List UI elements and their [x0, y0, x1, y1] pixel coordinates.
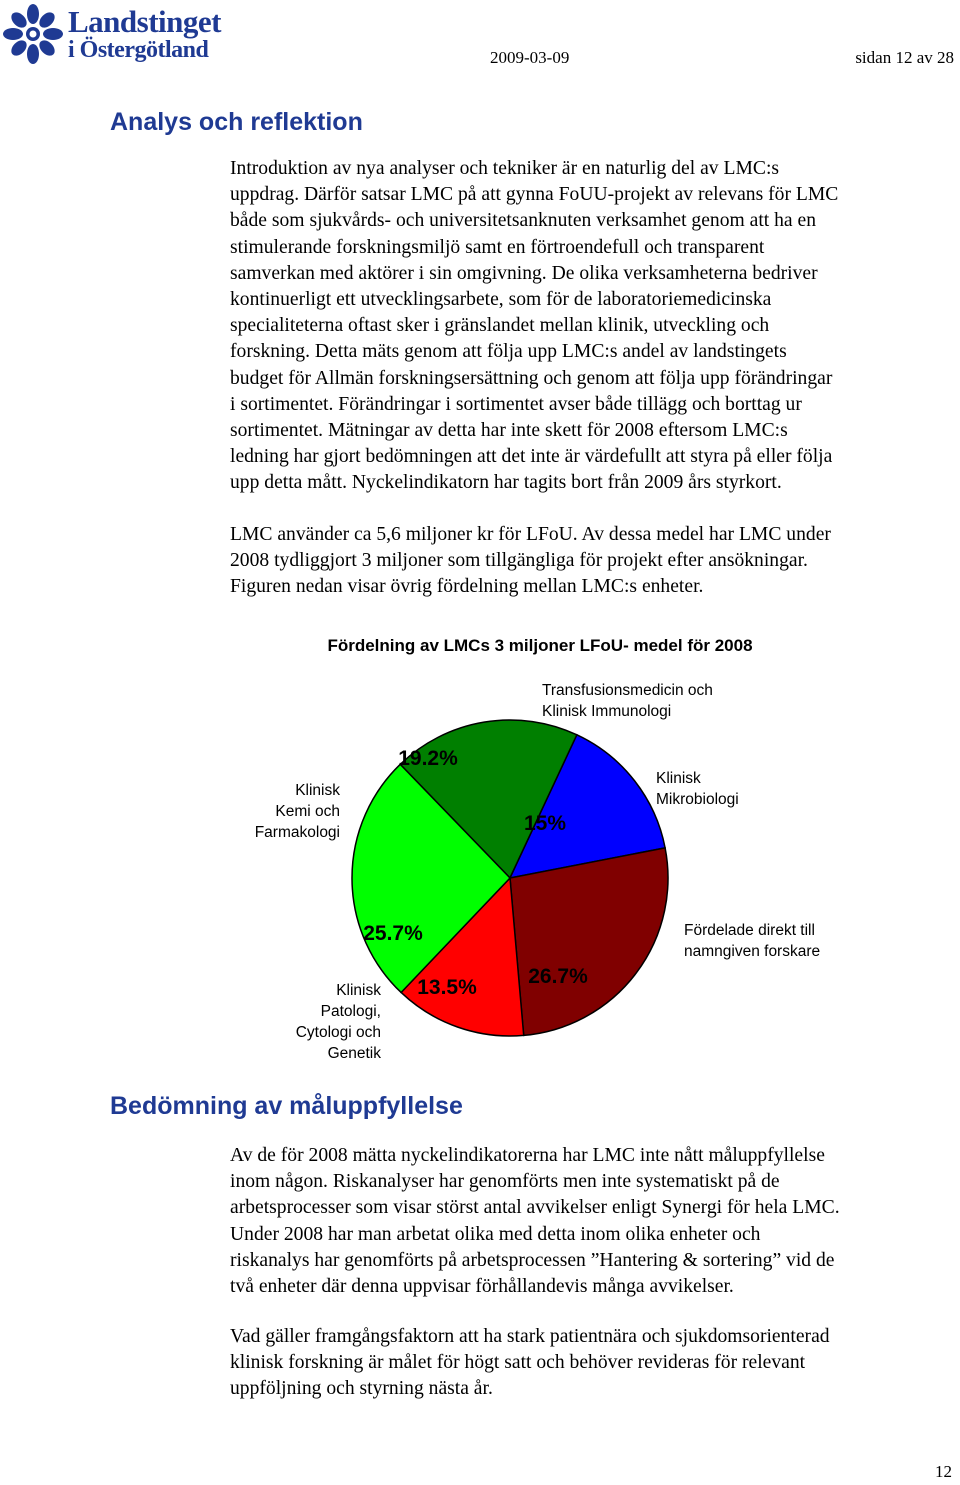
- text-line: 2008 tydliggjort 3 miljoner som tillgängliga för projekt efter ansökningar.: [230, 550, 808, 572]
- slice-value-label: 26.7%: [528, 965, 588, 988]
- text-line: inom någon. Riskanalyser har genomförts men inte systematiskt på de: [230, 1171, 780, 1193]
- text-line: arbetsprocesser som visar störst antal avvikelser enligt Synergi för hela LMC.: [230, 1197, 840, 1219]
- paragraph-framgangsfaktor: [230, 1324, 950, 1403]
- logo-title: Landstinget: [68, 4, 221, 39]
- text-line: både som sjukvårds- och universitetsanknuten verksamhet genom att ha en: [230, 210, 817, 232]
- text-line: ledning har gjort bedömningen att det inte är värdefullt att styra på eller följa: [230, 446, 833, 468]
- text-line: klinisk forskning är målet för högt satt och behöver revideras för relevant: [230, 1352, 806, 1374]
- pie-chart: [230, 630, 850, 1070]
- section-heading-bedomning: Bedömning av måluppfyllelse: [110, 1092, 463, 1120]
- text-line: stimulerande forskningsmiljö samt en förtroendefull och transparent: [230, 236, 765, 258]
- header-page-label: sidan 12 av 28: [855, 48, 954, 67]
- paragraph-introduktion: [230, 156, 950, 497]
- text-line: Figuren nedan visar övrig fördelning mellan LMC:s enheter.: [230, 576, 704, 598]
- pie-slice: [510, 848, 668, 1036]
- section-heading-analys: Analys och reflektion: [110, 108, 363, 136]
- paragraph-maluppfyllelse: [230, 1143, 950, 1300]
- text-line: forskning. Detta mäts genom att följa upp LMC:s andel av landstingets: [230, 341, 787, 363]
- text-line: LMC använder ca 5,6 miljoner kr för LFoU. Av dessa medel har LMC under: [230, 524, 831, 545]
- chart-title: Fördelning av LMCs 3 miljoner LFoU- medel för 2008: [327, 636, 753, 655]
- text-line: kontinuerligt ett utvecklingsarbete, som för de laboratoriemedicinska: [230, 289, 772, 311]
- text-line: upp detta mått. Nyckelindikatorn har tagits bort från 2009 års styrkort.: [230, 472, 782, 494]
- text-line: budget för Allmän forskningsersättning och genom att följa upp förändringar: [230, 367, 833, 389]
- text-line: samverkan med aktörer i sin omgivning. De olika verksamheterna bedriver: [230, 262, 818, 284]
- text-line: Av de för 2008 mätta nyckelindikatorerna har LMC inte nått måluppfyllelse: [230, 1145, 825, 1166]
- text-line: sortimentet. Mätningar av detta har inte skett för 2008 eftersom LMC:s: [230, 420, 788, 442]
- category-label-kemi: Klinisk Kemi och Farmakologi: [254, 782, 340, 841]
- paragraph-lfou-medel: [230, 522, 950, 601]
- category-label-mikrobiologi: Klinisk Mikrobiologi: [656, 770, 739, 808]
- text-line: två enheter där denna uppvisar förhållandevis många avvikelser.: [230, 1276, 734, 1298]
- category-label-fordelade: Fördelade direkt till namngiven forskare: [684, 922, 821, 960]
- text-line: riskanalys har genomförts på arbetsprocessen ”Hantering & sortering” vid de: [230, 1249, 835, 1271]
- slice-value-label: 15%: [523, 812, 567, 835]
- logo-subtitle: i Östergötland: [68, 37, 209, 63]
- category-label-transfusionsmedicin: Transfusionsmedicin och Klinisk Immunologi: [542, 682, 713, 720]
- slice-value-label: 19.2%: [398, 747, 458, 770]
- slice-value-label: 25.7%: [363, 922, 423, 945]
- slice-value-label: 13.5%: [417, 976, 477, 999]
- text-line: uppföljning och styrning nästa år.: [230, 1378, 493, 1400]
- footer-page-number: 12: [935, 1462, 952, 1481]
- text-line: uppdrag. Därför satsar LMC på att gynna FoUU-projekt av relevans för LMC: [230, 184, 839, 206]
- text-line: i sortimentet. Förändringar i sortimentet avser både tillägg och borttag ur: [230, 393, 802, 415]
- text-line: specialiteterna oftast sker i gränslandet mellan klinik, utveckling och: [230, 315, 770, 337]
- text-line: Under 2008 har man arbetat olika med detta inom olika enheter och: [230, 1223, 761, 1245]
- text-line: Vad gäller framgångsfaktorn att ha stark patientnära och sjukdomsorienterad: [230, 1326, 830, 1347]
- landstinget-logo: [2, 4, 242, 66]
- text-line: Introduktion av nya analyser och tekniker är en naturlig del av LMC:s: [230, 158, 780, 179]
- header-date: 2009-03-09: [490, 48, 570, 67]
- flower-emblem-icon: [2, 4, 64, 64]
- category-label-patologi: Klinisk Patologi, Cytologi och Genetik: [295, 982, 381, 1062]
- page-header: [0, 0, 960, 70]
